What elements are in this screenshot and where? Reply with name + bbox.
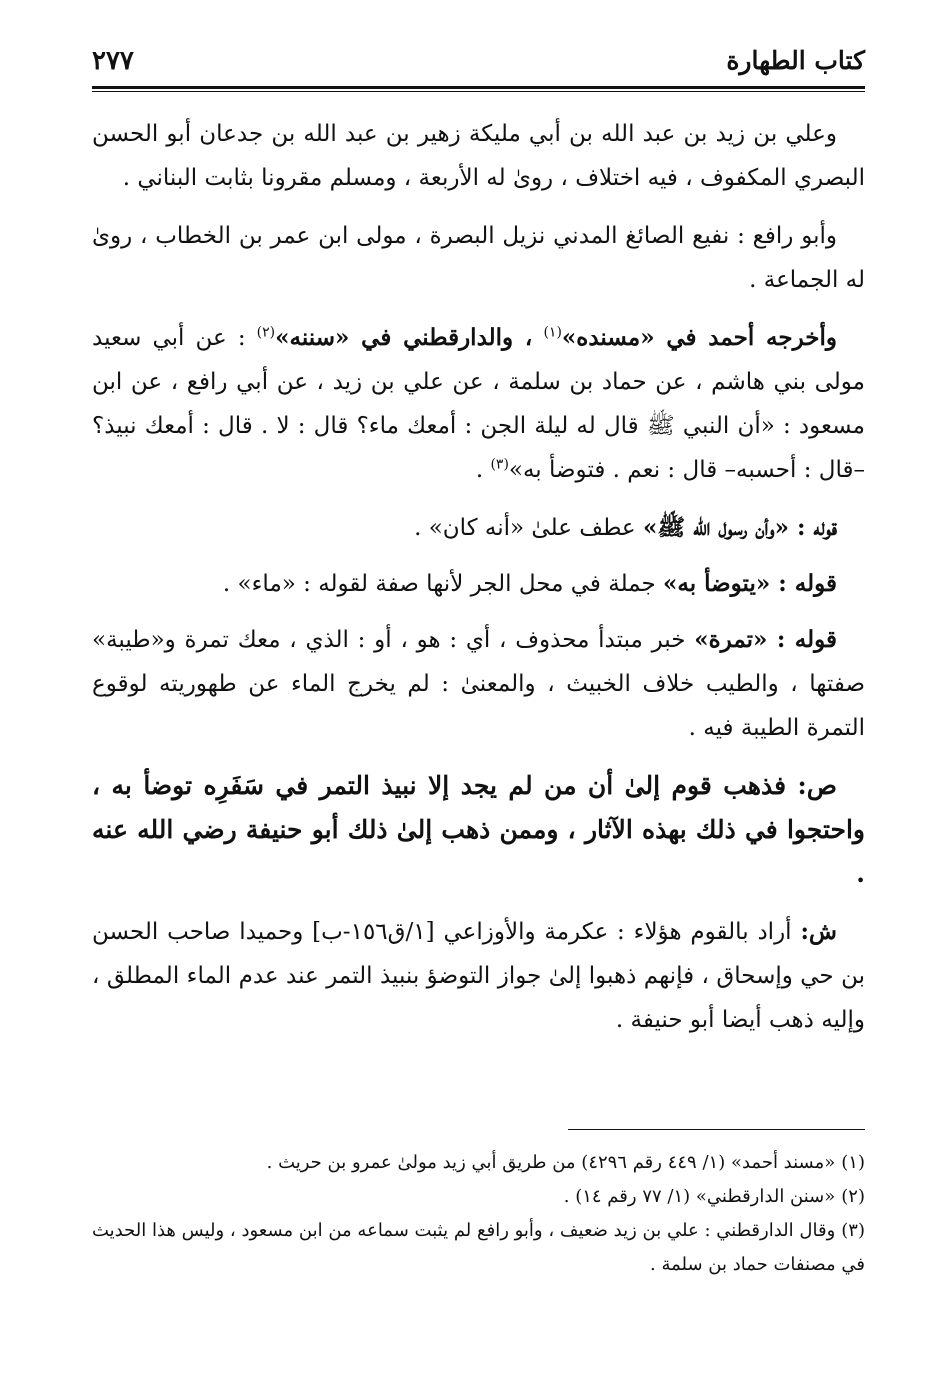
matn-text: ص: فذهب قوم إلىٰ أن من لم يجد إلا نبيذ التمر في سَفَرِه توضأ به ، واحتجوا في ذلك بهذه الآثار ، وممن ذهب إلىٰ ذلك أبو حنيفة رضي الله عنه . <box>92 771 865 888</box>
bold-lead: قوله : «وأن رسول الله ﷺ» <box>642 514 837 541</box>
footnote-2 <box>92 1180 865 1214</box>
chapter-title: كتاب الطهارة <box>726 46 865 75</box>
main-text <box>92 112 865 1056</box>
paragraph-text: عطف علىٰ «أنه كان» . <box>414 515 636 541</box>
paragraph-takhrij <box>92 316 865 492</box>
bold-lead: وأخرجه أحمد في «مسنده» <box>561 324 838 351</box>
bold-lead: قوله : «تمرة» <box>694 626 838 653</box>
bold-lead: ش: <box>800 918 838 945</box>
page-number: ٢٧٧ <box>92 46 134 76</box>
paragraph-sharh <box>92 910 865 1042</box>
footnote-text: وقال الدارقطني : علي بن زيد ضعيف ، وأبو رافع لم يثبت سماعه من ابن مسعود ، وليس هذا الحديث في مصنفات حماد بن سلمة . <box>92 1220 865 1275</box>
footnote-text: «سنن الدارقطني» (١/ ٧٧ رقم ١٤) . <box>563 1186 836 1207</box>
paragraph-narrator-ali <box>92 112 865 200</box>
paragraph-qawluh-2 <box>92 562 865 606</box>
footnotes <box>92 1146 865 1282</box>
paragraph-end: . <box>475 457 484 483</box>
footnote-ref: (٢) <box>256 324 276 341</box>
paragraph-text: وعلي بن زيد بن عبد الله بن أبي مليكة زهير بن عبد الله بن جدعان أبو الحسن البصري المكفوف ، فيه اختلاف ، روىٰ له الأربعة ، ومسلم مقرونا بثابت البناني . <box>92 121 865 191</box>
footnote-ref: (١) <box>543 324 562 341</box>
paragraph-text: وأبو رافع : نفيع الصائغ المدني نزيل البصرة ، مولى ابن عمر بن الخطاب ، روىٰ له الجماعة . <box>92 223 865 293</box>
bold-lead: ، والدارقطني في «سننه» <box>275 324 533 351</box>
paragraph-text: : عن أبي سعيد مولى بني هاشم ، عن حماد بن سلمة ، عن علي بن زيد ، عن أبي رافع ، عن ابن مسعود : «أن النبي ﷺ قال له ليلة الجن : أمعك ماء؟ قال : لا . قال : أمعك نبيذ؟ –قال : أحسبه– قال : نعم . فتوضأ به» <box>92 325 865 483</box>
footnote-1 <box>92 1146 865 1180</box>
footnote-separator <box>568 1129 865 1130</box>
header-rule-thick <box>92 86 865 89</box>
paragraph-qawluh-3 <box>92 618 865 750</box>
footnote-number: (٢) <box>841 1186 865 1207</box>
paragraph-narrator-abu-rafi <box>92 214 865 302</box>
paragraph-text: جملة في محل الجر لأنها صفة لقوله : «ماء» . <box>222 571 656 597</box>
bold-lead: قوله : «يتوضأ به» <box>663 570 837 597</box>
footnote-number: (٣) <box>841 1220 865 1241</box>
paragraph-text: خبر مبتدأ محذوف ، أي : هو ، أو : الذي ، معك تمرة و«طيبة» صفتها ، والطيب خلاف الخبيث ، والمعنىٰ : لم يخرج الماء عن طهوريته لوقوع التمرة الطيبة فيه . <box>92 627 865 741</box>
header-rule-thin <box>92 91 865 92</box>
footnote-text: «مسند أحمد» (١/ ٤٤٩ رقم ٤٢٩٦) من طريق أبي زيد مولىٰ عمرو بن حريث . <box>266 1152 836 1173</box>
footnote-3 <box>92 1214 865 1282</box>
paragraph-matn <box>92 764 865 896</box>
footnote-number: (١) <box>841 1152 865 1173</box>
footnote-ref: (٣) <box>490 456 509 473</box>
paragraph-text: أراد بالقوم هؤلاء : عكرمة والأوزاعي [١/ق١٥٦-ب] وحميدا صاحب الحسن بن حي وإسحاق ، فإنهم ذهبوا إلىٰ جواز التوضؤ بنبيذ التمر عند عدم الماء المطلق ، وإليه ذهب أيضا أبو حنيفة . <box>92 919 865 1033</box>
paragraph-qawluh-1 <box>92 506 865 550</box>
